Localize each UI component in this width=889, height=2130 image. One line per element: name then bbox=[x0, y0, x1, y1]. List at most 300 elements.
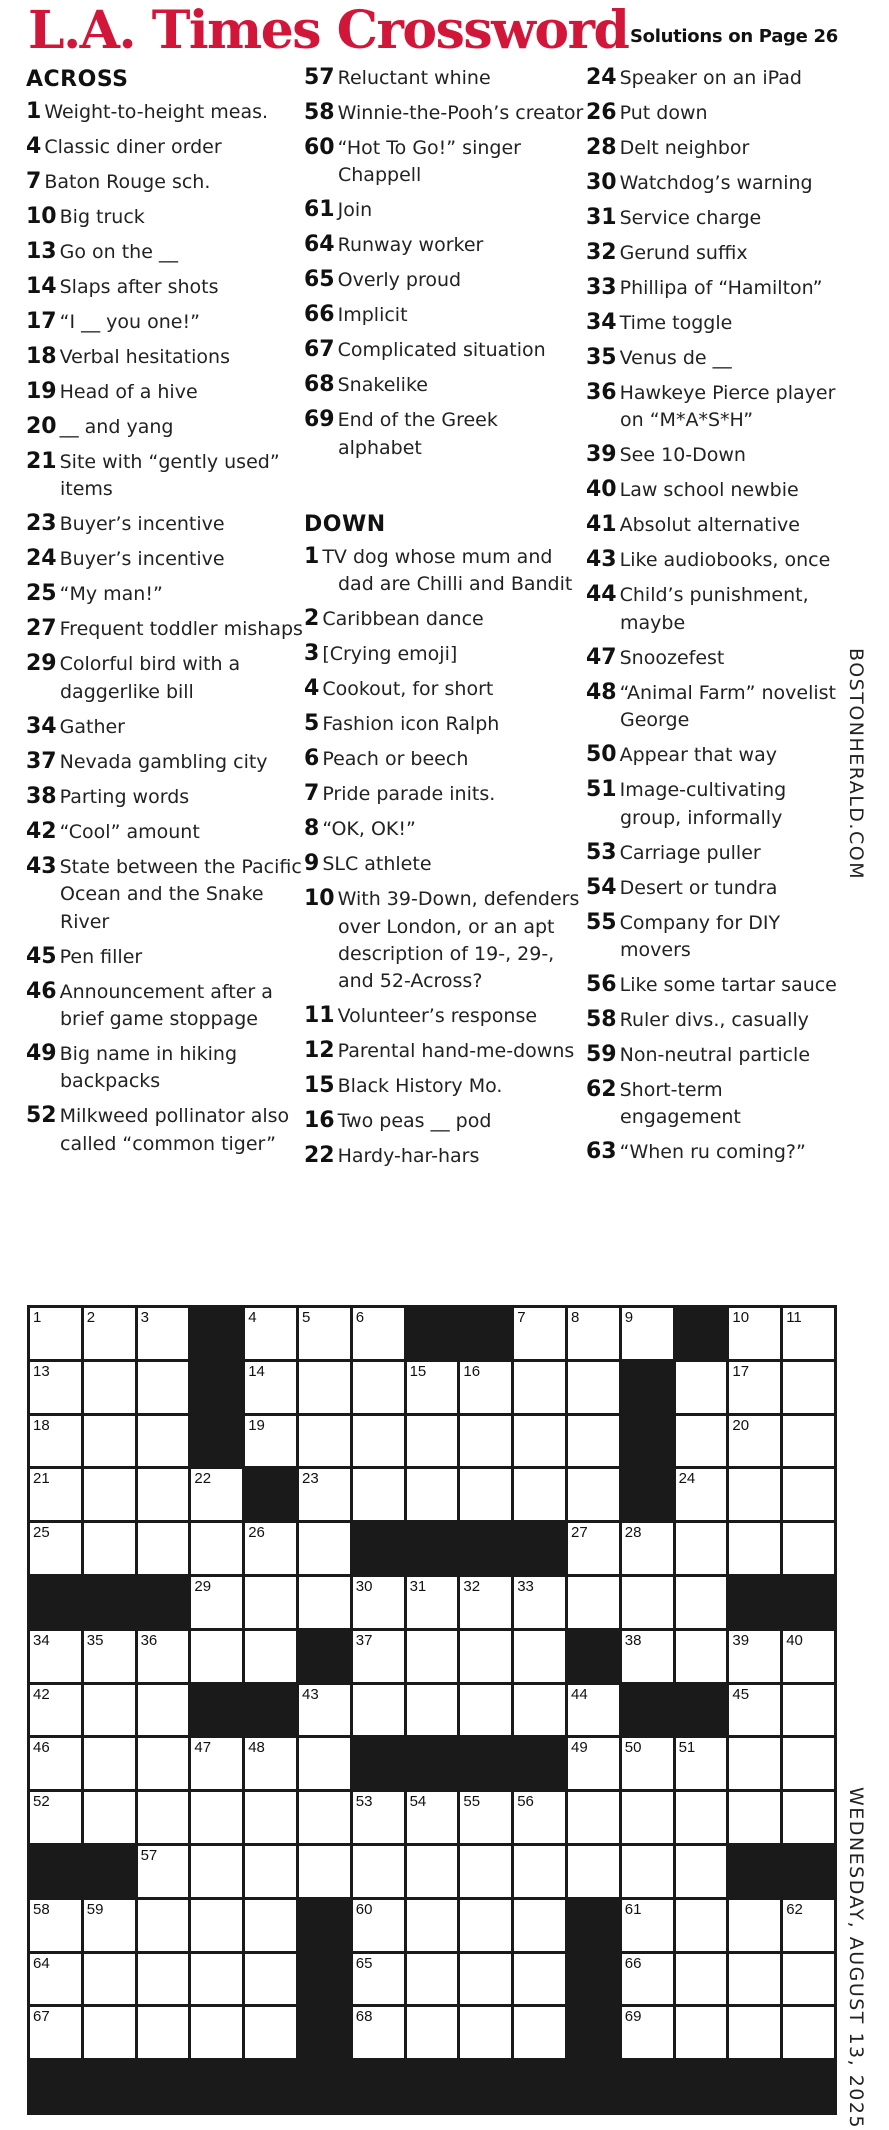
clue-number: 42 bbox=[26, 818, 57, 844]
grid-block bbox=[138, 1577, 189, 1628]
grid-cell[interactable] bbox=[783, 1416, 834, 1467]
grid-cell[interactable] bbox=[245, 1900, 296, 1951]
grid-cell[interactable] bbox=[514, 1362, 565, 1413]
grid-cell[interactable] bbox=[191, 1900, 242, 1951]
clue-number: 62 bbox=[586, 1077, 617, 1103]
cell-number: 51 bbox=[678, 1739, 696, 1757]
grid-block bbox=[514, 1738, 565, 1789]
clue-item bbox=[304, 301, 584, 329]
clue-text: Speaker on an iPad bbox=[619, 67, 802, 89]
clue-text: Venus de __ bbox=[619, 347, 732, 369]
clue-item bbox=[26, 978, 306, 1034]
grid-block bbox=[568, 1631, 619, 1682]
clue-number: 57 bbox=[304, 65, 335, 90]
grid-block bbox=[30, 1577, 81, 1628]
clue-text: Runway worker bbox=[337, 234, 484, 257]
grid-cell[interactable] bbox=[514, 1792, 565, 1843]
grid-cell[interactable] bbox=[783, 1954, 834, 2005]
cell-number: 35 bbox=[86, 1631, 104, 1649]
grid-cell[interactable] bbox=[407, 1685, 458, 1736]
cell-number: 32 bbox=[463, 1577, 481, 1595]
grid-cell[interactable] bbox=[138, 1631, 189, 1682]
grid-cell[interactable] bbox=[783, 1362, 834, 1413]
clue-number: 33 bbox=[586, 275, 617, 300]
grid-cell[interactable] bbox=[299, 1577, 350, 1628]
grid-cell[interactable] bbox=[783, 1469, 834, 1520]
grid-cell[interactable] bbox=[245, 1577, 296, 1628]
grid-cell[interactable] bbox=[676, 1523, 727, 1574]
clue-text: Go on the __ bbox=[59, 241, 178, 263]
clue-number: 29 bbox=[26, 651, 57, 677]
grid-block bbox=[622, 1362, 673, 1413]
grid-cell[interactable] bbox=[460, 1469, 511, 1520]
clue-number: 31 bbox=[586, 205, 617, 230]
grid-cell[interactable] bbox=[729, 1362, 780, 1413]
grid-cell[interactable] bbox=[407, 2007, 458, 2058]
clue-item bbox=[26, 413, 306, 441]
clue-number: 13 bbox=[26, 239, 57, 264]
grid-cell[interactable] bbox=[514, 1900, 565, 1951]
grid-cell[interactable] bbox=[84, 1900, 135, 1951]
grid-cell[interactable] bbox=[514, 1846, 565, 1897]
grid-cell[interactable] bbox=[729, 1469, 780, 1520]
grid-cell[interactable] bbox=[568, 1577, 619, 1628]
clue-number: 61 bbox=[304, 197, 335, 223]
grid-cell[interactable] bbox=[460, 1416, 511, 1467]
grid-block bbox=[729, 1577, 780, 1628]
grid-cell[interactable] bbox=[245, 1954, 296, 2005]
clue-text: SLC athlete bbox=[322, 853, 432, 876]
grid-cell[interactable] bbox=[676, 1738, 727, 1789]
grid-cell[interactable] bbox=[191, 2007, 242, 2058]
cell-number: 47 bbox=[194, 1739, 212, 1757]
grid-cell[interactable] bbox=[30, 2007, 81, 2058]
clue-item bbox=[26, 545, 306, 573]
grid-cell[interactable] bbox=[568, 1523, 619, 1574]
grid-cell[interactable] bbox=[353, 1416, 404, 1467]
grid-cell[interactable] bbox=[407, 1846, 458, 1897]
grid-cell[interactable] bbox=[568, 1846, 619, 1897]
grid-cell[interactable] bbox=[783, 1308, 834, 1359]
clue-item bbox=[586, 64, 848, 92]
grid-cell[interactable] bbox=[299, 1523, 350, 1574]
grid-cell[interactable] bbox=[460, 1577, 511, 1628]
grid-cell[interactable] bbox=[299, 1792, 350, 1843]
grid-cell[interactable] bbox=[568, 1416, 619, 1467]
clue-number: 27 bbox=[26, 616, 57, 642]
clue-text: Desert or tundra bbox=[619, 876, 778, 899]
grid-cell[interactable] bbox=[299, 1685, 350, 1736]
clue-column-3 bbox=[586, 64, 848, 1173]
grid-cell[interactable] bbox=[622, 1631, 673, 1682]
clue-item bbox=[304, 1002, 584, 1030]
clue-number: 5 bbox=[304, 711, 320, 737]
grid-cell[interactable] bbox=[138, 1738, 189, 1789]
grid-cell[interactable] bbox=[30, 1523, 81, 1574]
grid-block bbox=[676, 1308, 727, 1359]
clue-item bbox=[304, 371, 584, 399]
grid-cell[interactable] bbox=[729, 1738, 780, 1789]
grid-cell[interactable] bbox=[84, 1685, 135, 1736]
grid-cell[interactable] bbox=[460, 1900, 511, 1951]
cell-number: 59 bbox=[86, 1900, 104, 1918]
clue-text: Time toggle bbox=[619, 312, 733, 334]
clue-text: Winnie-the-Pooh’s creator bbox=[337, 102, 584, 124]
clue-item bbox=[26, 783, 306, 811]
grid-block bbox=[783, 1846, 834, 1897]
grid-block bbox=[191, 1308, 242, 1359]
grid-cell[interactable] bbox=[514, 1685, 565, 1736]
clue-number: 8 bbox=[304, 816, 320, 842]
grid-cell[interactable] bbox=[30, 1900, 81, 1951]
grid-cell[interactable] bbox=[514, 1416, 565, 1467]
grid-cell[interactable] bbox=[676, 1469, 727, 1520]
clue-item bbox=[586, 1076, 848, 1132]
cell-number: 55 bbox=[463, 1793, 481, 1811]
grid-cell[interactable] bbox=[622, 1308, 673, 1359]
grid-block bbox=[353, 1523, 404, 1574]
grid-cell[interactable] bbox=[622, 1900, 673, 1951]
grid-cell[interactable] bbox=[353, 1469, 404, 1520]
clue-text: Classic diner order bbox=[44, 136, 222, 158]
grid-cell[interactable] bbox=[30, 1792, 81, 1843]
grid-cell[interactable] bbox=[568, 1469, 619, 1520]
cell-number: 46 bbox=[33, 1739, 50, 1757]
clue-number: 10 bbox=[26, 204, 57, 229]
grid-cell[interactable] bbox=[245, 1523, 296, 1574]
grid-cell[interactable] bbox=[622, 2007, 673, 2058]
grid-cell[interactable] bbox=[514, 1631, 565, 1682]
clue-item bbox=[586, 511, 848, 539]
grid-cell[interactable] bbox=[676, 1846, 727, 1897]
grid-cell[interactable] bbox=[353, 1792, 404, 1843]
grid-cell[interactable] bbox=[353, 1846, 404, 1897]
grid-cell[interactable] bbox=[245, 1738, 296, 1789]
grid-cell[interactable] bbox=[138, 1846, 189, 1897]
clue-item bbox=[26, 713, 306, 741]
grid-cell[interactable] bbox=[30, 1631, 81, 1682]
clue-text: Non-neutral particle bbox=[619, 1044, 811, 1067]
clue-item bbox=[26, 818, 306, 846]
cell-number: 24 bbox=[678, 1470, 696, 1488]
clue-item bbox=[26, 615, 306, 643]
grid-cell[interactable] bbox=[514, 1577, 565, 1628]
grid-cell[interactable] bbox=[568, 1308, 619, 1359]
grid-cell[interactable] bbox=[783, 1523, 834, 1574]
grid-cell[interactable] bbox=[84, 1792, 135, 1843]
clue-item bbox=[586, 581, 848, 637]
grid-cell[interactable] bbox=[138, 1308, 189, 1359]
clue-number: 58 bbox=[586, 1007, 617, 1033]
clue-number: 60 bbox=[304, 135, 335, 160]
grid-cell[interactable] bbox=[407, 1954, 458, 2005]
clue-text: Buyer’s incentive bbox=[59, 548, 225, 571]
clue-text: Two peas __ pod bbox=[337, 1110, 492, 1133]
grid-cell[interactable] bbox=[514, 1308, 565, 1359]
grid-cell[interactable] bbox=[245, 1792, 296, 1843]
grid-cell[interactable] bbox=[676, 2007, 727, 2058]
grid-cell[interactable] bbox=[514, 1954, 565, 2005]
cell-number: 40 bbox=[786, 1631, 803, 1649]
grid-cell[interactable] bbox=[622, 1792, 673, 1843]
clue-text: Phillipa of “Hamilton” bbox=[619, 277, 823, 299]
clue-number: 43 bbox=[26, 853, 57, 879]
grid-cell[interactable] bbox=[353, 1308, 404, 1359]
grid-cell[interactable] bbox=[138, 2007, 189, 2058]
clue-number: 2 bbox=[304, 606, 320, 632]
grid-cell[interactable] bbox=[84, 1362, 135, 1413]
grid-cell[interactable] bbox=[783, 2007, 834, 2058]
grid-block bbox=[245, 1685, 296, 1736]
grid-cell[interactable] bbox=[84, 1523, 135, 1574]
grid-cell[interactable] bbox=[353, 1954, 404, 2005]
grid-cell[interactable] bbox=[460, 1631, 511, 1682]
cell-number: 53 bbox=[355, 1793, 373, 1811]
header bbox=[28, 0, 868, 62]
grid-cell[interactable] bbox=[622, 1738, 673, 1789]
grid-cell[interactable] bbox=[676, 1900, 727, 1951]
grid-cell[interactable] bbox=[568, 1685, 619, 1736]
cell-number: 50 bbox=[624, 1739, 642, 1757]
clue-number: 59 bbox=[586, 1042, 617, 1068]
cell-number: 9 bbox=[624, 1309, 634, 1326]
grid-cell[interactable] bbox=[84, 1954, 135, 2005]
grid-cell[interactable] bbox=[622, 1846, 673, 1897]
clue-number: 11 bbox=[304, 1003, 335, 1029]
grid-cell[interactable] bbox=[729, 1685, 780, 1736]
grid-cell[interactable] bbox=[729, 1631, 780, 1682]
grid-cell[interactable] bbox=[729, 1523, 780, 1574]
clue-text: Big name in hiking backpacks bbox=[59, 1043, 238, 1093]
clue-item bbox=[304, 1107, 584, 1135]
grid-cell[interactable] bbox=[729, 1792, 780, 1843]
grid-cell[interactable] bbox=[30, 1685, 81, 1736]
clue-item bbox=[304, 1037, 584, 1065]
clue-number: 53 bbox=[586, 839, 617, 865]
cell-number: 31 bbox=[409, 1577, 427, 1595]
grid-cell[interactable] bbox=[245, 2007, 296, 2058]
grid-block bbox=[191, 1362, 242, 1413]
cell-number: 6 bbox=[355, 1309, 365, 1326]
grid-cell[interactable] bbox=[622, 1523, 673, 1574]
cell-number: 20 bbox=[732, 1416, 750, 1434]
grid-cell[interactable] bbox=[783, 1900, 834, 1951]
grid-cell[interactable] bbox=[353, 2007, 404, 2058]
grid-cell[interactable] bbox=[568, 1738, 619, 1789]
grid-block bbox=[299, 1900, 350, 1951]
grid-cell[interactable] bbox=[729, 1900, 780, 1951]
grid-cell[interactable] bbox=[299, 1308, 350, 1359]
cell-number: 68 bbox=[355, 2008, 373, 2026]
grid-cell[interactable] bbox=[299, 1469, 350, 1520]
clue-item bbox=[26, 133, 306, 161]
grid-cell[interactable] bbox=[299, 1362, 350, 1413]
grid-block bbox=[460, 1523, 511, 1574]
cell-number: 61 bbox=[624, 1900, 642, 1918]
clue-number: 3 bbox=[304, 641, 320, 667]
grid-cell[interactable] bbox=[191, 1792, 242, 1843]
clue-number: 12 bbox=[304, 1038, 335, 1064]
grid-cell[interactable] bbox=[84, 1469, 135, 1520]
clue-item bbox=[26, 1040, 306, 1096]
cell-number: 60 bbox=[355, 1900, 373, 1918]
grid-cell[interactable] bbox=[514, 1469, 565, 1520]
grid-cell[interactable] bbox=[514, 2007, 565, 2058]
clue-text: Snoozefest bbox=[619, 646, 725, 669]
grid-cell[interactable] bbox=[191, 1846, 242, 1897]
grid-cell[interactable] bbox=[676, 1631, 727, 1682]
grid-cell[interactable] bbox=[299, 1416, 350, 1467]
grid-cell[interactable] bbox=[353, 1900, 404, 1951]
grid-cell[interactable] bbox=[84, 1738, 135, 1789]
clue-item bbox=[26, 943, 306, 971]
grid-cell[interactable] bbox=[191, 1631, 242, 1682]
grid-cell[interactable] bbox=[138, 1523, 189, 1574]
grid-cell[interactable] bbox=[30, 1308, 81, 1359]
grid-cell[interactable] bbox=[407, 1469, 458, 1520]
clue-text: Reluctant whine bbox=[337, 67, 491, 89]
grid-cell[interactable] bbox=[407, 1631, 458, 1682]
grid-cell[interactable] bbox=[460, 1362, 511, 1413]
grid-cell[interactable] bbox=[299, 1738, 350, 1789]
grid-cell[interactable] bbox=[729, 1416, 780, 1467]
cell-number: 49 bbox=[570, 1739, 588, 1757]
grid-cell[interactable] bbox=[783, 1631, 834, 1682]
cell-number: 65 bbox=[355, 1954, 373, 1972]
clue-number: 38 bbox=[26, 783, 57, 809]
grid-cell[interactable] bbox=[460, 1846, 511, 1897]
grid-cell[interactable] bbox=[407, 1416, 458, 1467]
clue-text: Buyer’s incentive bbox=[59, 513, 225, 536]
grid-cell[interactable] bbox=[245, 1308, 296, 1359]
grid-cell[interactable] bbox=[245, 1846, 296, 1897]
grid-cell[interactable] bbox=[191, 1577, 242, 1628]
grid-cell[interactable] bbox=[30, 1469, 81, 1520]
clue-number: 4 bbox=[304, 676, 320, 702]
clue-number: 26 bbox=[586, 100, 617, 125]
cell-number: 33 bbox=[517, 1577, 534, 1595]
grid-cell[interactable] bbox=[30, 1954, 81, 2005]
clue-number: 9 bbox=[304, 851, 320, 877]
clue-number: 58 bbox=[304, 100, 335, 125]
clue-text: Delt neighbor bbox=[619, 137, 750, 159]
clue-item bbox=[304, 710, 584, 738]
clue-text: Pen filler bbox=[59, 945, 143, 968]
grid-cell[interactable] bbox=[729, 1308, 780, 1359]
down-heading: DOWN bbox=[304, 511, 386, 537]
clue-text: State between the Pacific Ocean and the Snake River bbox=[59, 855, 302, 933]
grid-cell[interactable] bbox=[138, 1900, 189, 1951]
cell-number: 29 bbox=[194, 1577, 212, 1595]
clue-item bbox=[586, 204, 848, 232]
grid-cell[interactable] bbox=[191, 1469, 242, 1520]
clue-text: Parting words bbox=[59, 785, 190, 808]
clue-item bbox=[26, 273, 306, 301]
clue-text: Complicated situation bbox=[337, 339, 546, 362]
grid-cell[interactable] bbox=[245, 1416, 296, 1467]
grid-cell[interactable] bbox=[30, 1362, 81, 1413]
grid-cell[interactable] bbox=[138, 1469, 189, 1520]
grid-cell[interactable] bbox=[460, 1954, 511, 2005]
clue-item bbox=[26, 98, 306, 126]
grid-cell[interactable] bbox=[568, 1362, 619, 1413]
clue-text: Pride parade inits. bbox=[322, 783, 496, 806]
grid-cell[interactable] bbox=[30, 1416, 81, 1467]
clue-item bbox=[26, 238, 306, 266]
grid-cell[interactable] bbox=[353, 1685, 404, 1736]
grid-cell[interactable] bbox=[245, 1631, 296, 1682]
clue-item bbox=[304, 815, 584, 843]
cell-number: 17 bbox=[732, 1362, 750, 1380]
grid-cell[interactable] bbox=[676, 1416, 727, 1467]
grid-cell[interactable] bbox=[191, 1954, 242, 2005]
clue-item bbox=[304, 196, 584, 224]
grid-cell[interactable] bbox=[191, 1523, 242, 1574]
grid-cell[interactable] bbox=[729, 2007, 780, 2058]
grid-cell[interactable] bbox=[407, 1792, 458, 1843]
grid-cell[interactable] bbox=[138, 1954, 189, 2005]
grid-cell[interactable] bbox=[407, 1362, 458, 1413]
grid-cell[interactable] bbox=[138, 1362, 189, 1413]
grid-cell[interactable] bbox=[676, 1792, 727, 1843]
grid-cell[interactable] bbox=[622, 1577, 673, 1628]
grid-cell[interactable] bbox=[568, 1792, 619, 1843]
clue-text: “OK, OK!” bbox=[322, 818, 416, 841]
grid-cell[interactable] bbox=[138, 1685, 189, 1736]
grid-block bbox=[299, 2007, 350, 2058]
clue-item bbox=[26, 203, 306, 231]
grid-cell[interactable] bbox=[138, 1416, 189, 1467]
grid-cell[interactable] bbox=[407, 1900, 458, 1951]
clue-text: Ruler divs., casually bbox=[619, 1009, 809, 1032]
clue-item bbox=[304, 543, 584, 599]
grid-cell[interactable] bbox=[245, 1362, 296, 1413]
grid-cell[interactable] bbox=[30, 1738, 81, 1789]
grid-cell[interactable] bbox=[783, 1738, 834, 1789]
grid-cell[interactable] bbox=[676, 1577, 727, 1628]
grid-cell[interactable] bbox=[299, 1846, 350, 1897]
clue-number: 6 bbox=[304, 746, 320, 772]
grid-cell[interactable] bbox=[676, 1954, 727, 2005]
clue-item bbox=[586, 644, 848, 672]
grid-cell[interactable] bbox=[783, 1792, 834, 1843]
clue-text: Verbal hesitations bbox=[59, 346, 230, 368]
grid-cell[interactable] bbox=[353, 1577, 404, 1628]
grid-cell[interactable] bbox=[84, 1308, 135, 1359]
grid-cell[interactable] bbox=[783, 1685, 834, 1736]
grid-cell[interactable] bbox=[84, 1631, 135, 1682]
grid-cell[interactable] bbox=[676, 1362, 727, 1413]
cell-number: 15 bbox=[409, 1362, 427, 1380]
grid-cell[interactable] bbox=[460, 1792, 511, 1843]
grid-cell[interactable] bbox=[729, 1954, 780, 2005]
grid-cell[interactable] bbox=[353, 1362, 404, 1413]
grid-cell[interactable] bbox=[622, 1954, 673, 2005]
clue-text: Gather bbox=[59, 715, 125, 738]
grid-cell[interactable] bbox=[353, 1631, 404, 1682]
grid-cell[interactable] bbox=[191, 1738, 242, 1789]
grid-cell[interactable] bbox=[460, 1685, 511, 1736]
clue-item bbox=[586, 476, 848, 504]
grid-cell[interactable] bbox=[84, 2007, 135, 2058]
clue-number: 17 bbox=[26, 309, 57, 334]
clue-item bbox=[304, 780, 584, 808]
clue-number: 37 bbox=[26, 748, 57, 774]
grid-cell[interactable] bbox=[407, 1577, 458, 1628]
grid-cell[interactable] bbox=[84, 1416, 135, 1467]
grid-cell[interactable] bbox=[460, 2007, 511, 2058]
grid-cell[interactable] bbox=[138, 1792, 189, 1843]
